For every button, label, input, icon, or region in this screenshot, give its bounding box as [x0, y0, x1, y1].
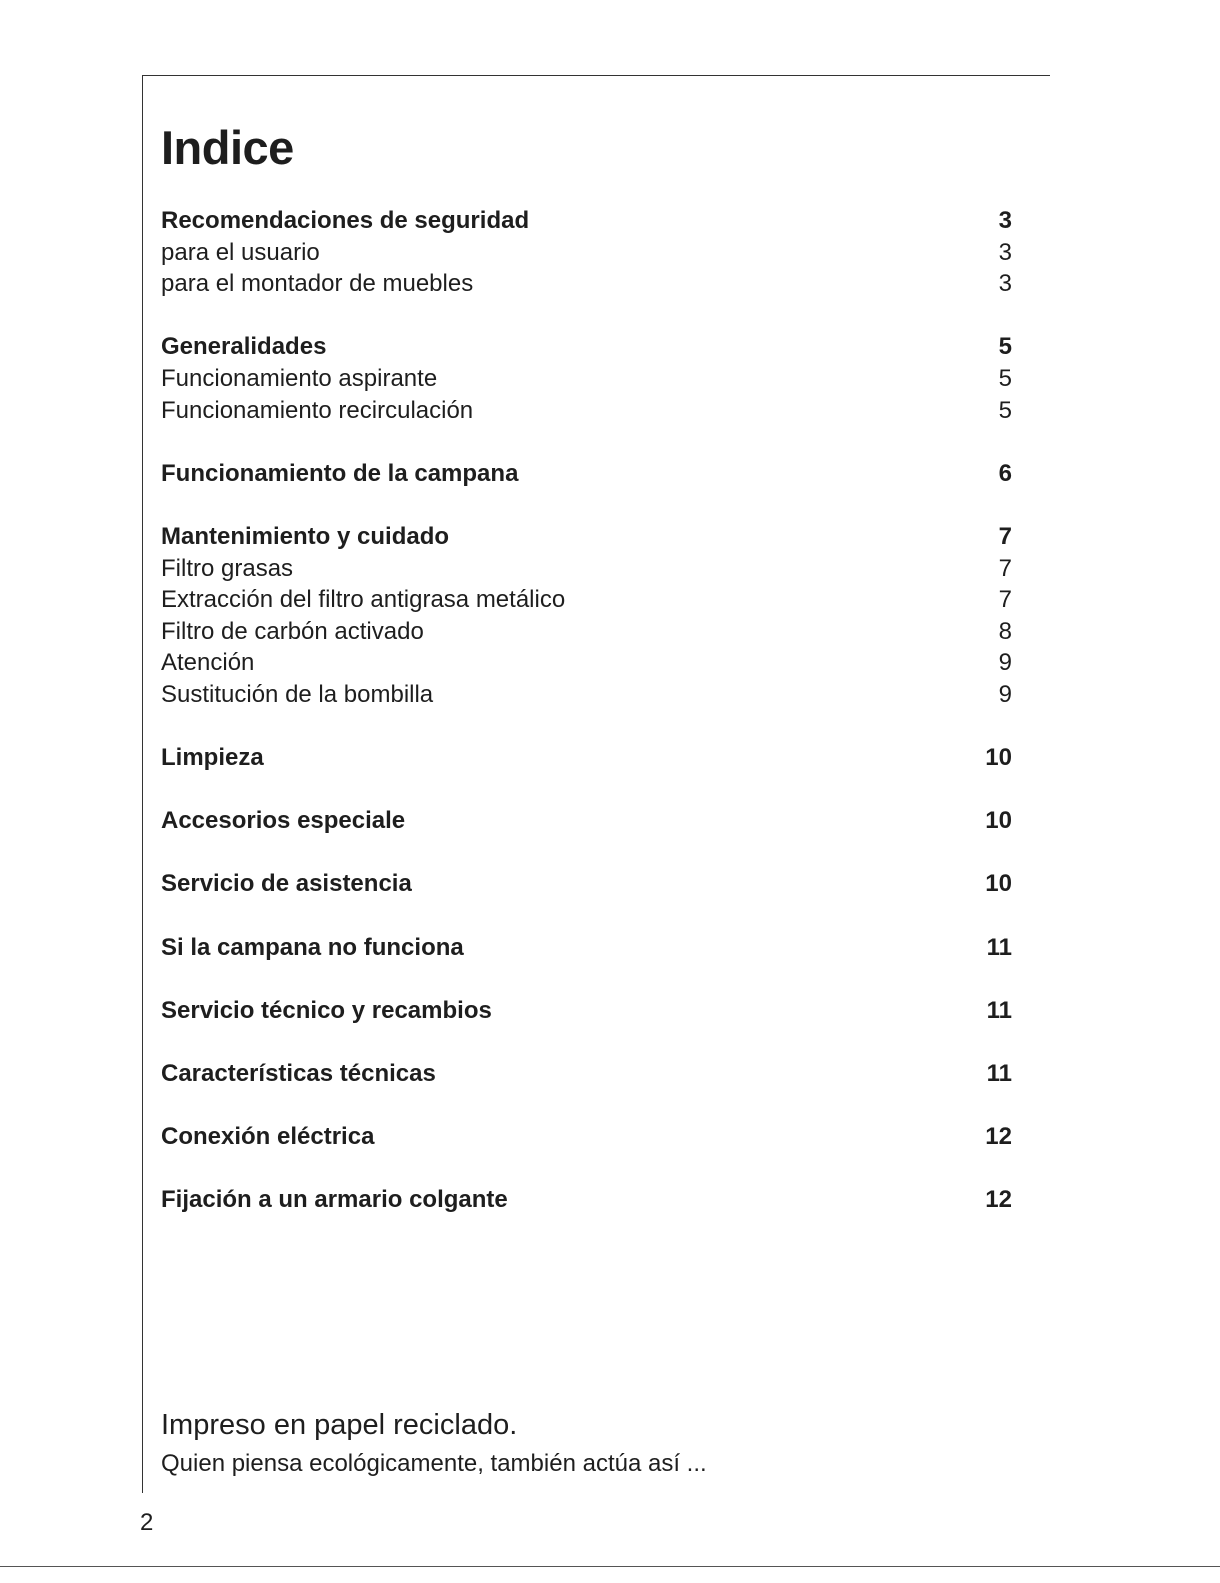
toc-item-page: 5 — [998, 364, 1012, 392]
toc-heading-page: 11 — [986, 1060, 1012, 1088]
toc-heading-row — [161, 521, 1012, 553]
toc-section — [161, 868, 1012, 900]
toc-heading-page: 5 — [998, 333, 1012, 361]
toc-heading-label: Servicio técnico y recambios — [161, 996, 492, 1024]
toc-heading-page: 11 — [986, 933, 1012, 961]
toc-item-row — [161, 553, 1012, 585]
toc-heading-row — [161, 1058, 1012, 1090]
toc-heading-row — [161, 742, 1012, 774]
toc-heading-row — [161, 995, 1012, 1027]
toc-heading-label: Mantenimiento y cuidado — [161, 522, 450, 550]
toc-section — [161, 932, 1012, 964]
toc-item-page: 9 — [998, 649, 1012, 677]
toc-item-page: 3 — [998, 270, 1012, 298]
recycled-paper-note — [161, 1406, 707, 1484]
table-of-contents — [161, 205, 1012, 1216]
toc-item-row — [161, 679, 1012, 711]
toc-item-row — [161, 363, 1012, 395]
toc-heading-label: Fijación a un armario colgante — [161, 1186, 508, 1214]
toc-heading-page: 10 — [985, 744, 1012, 772]
toc-section — [161, 458, 1012, 490]
toc-item-label: Filtro grasas — [161, 554, 294, 582]
toc-item-label: para el usuario — [161, 238, 320, 266]
toc-item-label: Filtro de carbón activado — [161, 617, 424, 645]
toc-item-page: 7 — [998, 554, 1012, 582]
toc-section — [161, 521, 1012, 711]
recycled-paper-subtitle: Quien piensa ecológicamente, también actúa así ... — [161, 1450, 707, 1477]
toc-section — [161, 1058, 1012, 1090]
left-margin-rule — [142, 75, 143, 1493]
toc-heading-label: Limpieza — [161, 744, 264, 772]
toc-heading-label: Accesorios especiale — [161, 807, 406, 835]
toc-heading-row — [161, 205, 1012, 237]
toc-heading-label: Generalidades — [161, 333, 327, 361]
toc-section — [161, 1121, 1012, 1153]
toc-heading-row — [161, 868, 1012, 900]
page-number: 2 — [140, 1509, 154, 1536]
toc-heading-row — [161, 331, 1012, 363]
top-rule — [143, 75, 1050, 76]
toc-section — [161, 1184, 1012, 1216]
toc-item-label: para el montador de muebles — [161, 270, 474, 298]
toc-heading-label: Características técnicas — [161, 1060, 436, 1088]
toc-heading-row — [161, 932, 1012, 964]
toc-section — [161, 331, 1012, 426]
toc-heading-row — [161, 458, 1012, 490]
toc-item-page: 9 — [998, 680, 1012, 708]
toc-item-label: Extracción del filtro antigrasa metálico — [161, 586, 566, 614]
toc-item-row — [161, 395, 1012, 427]
toc-heading-page: 10 — [985, 870, 1012, 898]
toc-item-row — [161, 584, 1012, 616]
toc-item-label: Atención — [161, 649, 255, 677]
toc-heading-label: Recomendaciones de seguridad — [161, 207, 530, 234]
toc-item-row — [161, 647, 1012, 679]
toc-item-row — [161, 616, 1012, 648]
toc-item-label: Sustitución de la bombilla — [161, 680, 434, 708]
toc-item-row — [161, 237, 1012, 269]
toc-heading-row — [161, 805, 1012, 837]
bottom-rule — [0, 1566, 1220, 1567]
toc-heading-page: 10 — [985, 807, 1012, 835]
toc-item-page: 7 — [998, 586, 1012, 614]
toc-heading-page: 7 — [998, 522, 1012, 550]
page-title: Indice — [161, 121, 294, 174]
toc-item-label: Funcionamiento recirculación — [161, 396, 474, 424]
toc-section — [161, 205, 1012, 300]
toc-heading-page: 12 — [985, 1186, 1012, 1214]
toc-section — [161, 995, 1012, 1027]
toc-item-row — [161, 268, 1012, 300]
toc-heading-page: 12 — [985, 1123, 1012, 1151]
toc-heading-label: Funcionamiento de la campana — [161, 459, 519, 487]
toc-item-page: 8 — [998, 617, 1012, 645]
toc-heading-label: Conexión eléctrica — [161, 1123, 375, 1151]
toc-section — [161, 742, 1012, 774]
toc-heading-page: 11 — [986, 996, 1012, 1024]
toc-heading-page: 3 — [998, 207, 1012, 234]
toc-section — [161, 805, 1012, 837]
toc-item-label: Funcionamiento aspirante — [161, 364, 438, 392]
toc-heading-label: Si la campana no funciona — [161, 933, 464, 961]
recycled-paper-title: Impreso en papel reciclado. — [161, 1409, 518, 1441]
toc-heading-page: 6 — [998, 459, 1012, 487]
toc-item-page: 5 — [998, 396, 1012, 424]
toc-heading-row — [161, 1121, 1012, 1153]
toc-heading-label: Servicio de asistencia — [161, 870, 412, 898]
toc-heading-row — [161, 1184, 1012, 1216]
toc-item-page: 3 — [998, 238, 1012, 266]
